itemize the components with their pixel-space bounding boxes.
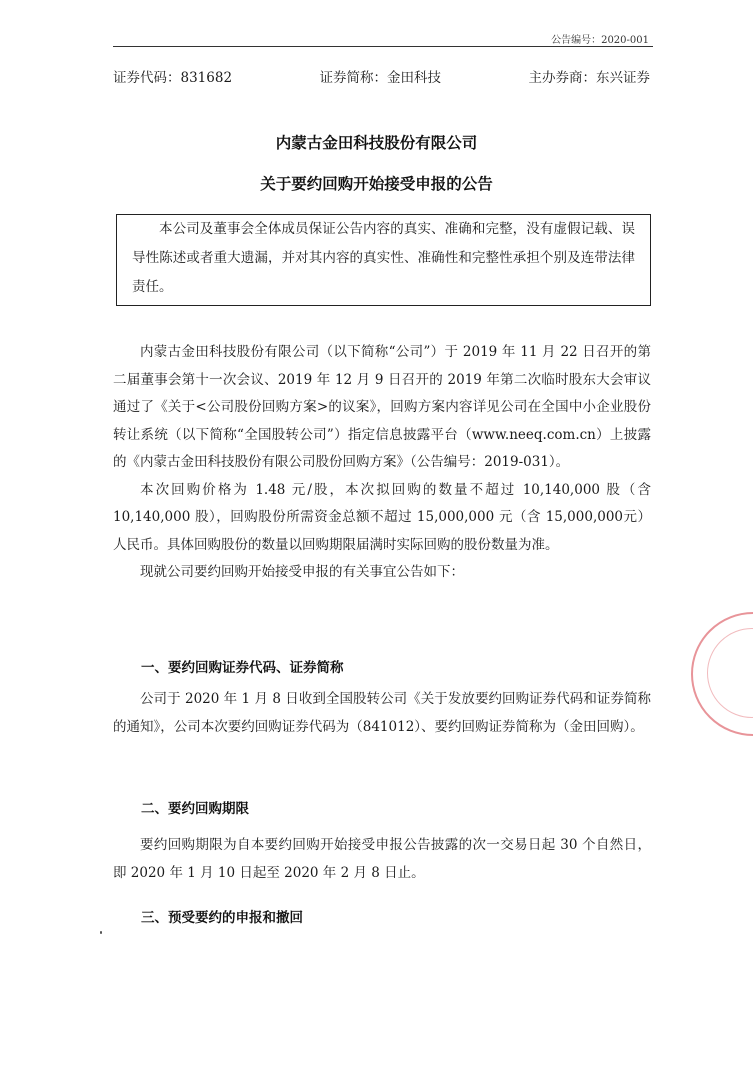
section-body-1 — [113, 686, 651, 741]
paragraph-background: 内蒙古金田科技股份有限公司（以下简称“公司”）于 2019 年 11 月 22 日召开的第二届董事会第十一次会议、2019 年 12 月 9 日召开的 2019 年第二次临时股东大会审议通过了《关于<公司股份回购方案>的议案》，回购方案内容详见公司在全国中小企业股份转让系统（以下简称“全国股转公司”）指定信息披露平台（www.neeq.com.cn）上披露的《内蒙古金田科技股份有限公司股份回购方案》（公告编号：2019-031）。 — [113, 344, 651, 470]
intro-paragraphs — [113, 339, 651, 587]
header-rule — [113, 46, 653, 47]
seal-inner-ring — [707, 628, 753, 718]
security-info-row — [113, 69, 650, 87]
section-heading-3: 三、预受要约的申报和撤回 — [141, 910, 303, 926]
company-title: 内蒙古金田科技股份有限公司 — [275, 134, 478, 152]
section-heading-2: 二、要约回购期限 — [141, 801, 249, 817]
security-code: 证券代码：831682 — [113, 70, 233, 86]
scan-speck — [100, 931, 102, 934]
paragraph-repurchase-terms: 本次回购价格为 1.48 元/股，本次拟回购的数量不超过 10,140,000 股（含10,140,000 股），回购股份所需资金总额不超过 15,000,000 元（含 15,000,000元）人民币。具体回购股份的数量以回购期限届满时实际回购的股份数量为准。 — [113, 481, 651, 553]
disclaimer-text: 本公司及董事会全体成员保证公告内容的真实、准确和完整，没有虚假记载、误导性陈述或者重大遗漏，并对其内容的真实性、准确性和完整性承担个别及连带法律责任。 — [132, 221, 635, 295]
section-body-2 — [113, 832, 651, 887]
paragraph-lead-in: 现就公司要约回购开始接受申报的有关事宜公告如下： — [140, 564, 464, 580]
sponsor-broker: 主办券商：东兴证券 — [528, 70, 650, 86]
section-heading-1: 一、要约回购证券代码、证券简称 — [141, 660, 344, 676]
section-1-text: 公司于 2020 年 1 月 8 日收到全国股转公司《关于发放要约回购证券代码和证券简称的通知》，公司本次要约回购证券代码为（841012）、要约回购证券简称为（金田回购）。 — [113, 691, 651, 735]
company-seal-stamp — [691, 612, 753, 736]
announcement-title: 关于要约回购开始接受申报的公告 — [260, 175, 493, 193]
section-2-text: 要约回购期限为自本要约回购开始接受申报公告披露的次一交易日起 30 个自然日，即 2020 年 1 月 10 日起至 2020 年 2 月 8 日止。 — [113, 837, 651, 881]
announcement-number: 公告编号：2020-001 — [551, 35, 649, 46]
disclaimer-box — [116, 214, 651, 306]
security-abbreviation: 证券简称：金田科技 — [319, 70, 442, 86]
